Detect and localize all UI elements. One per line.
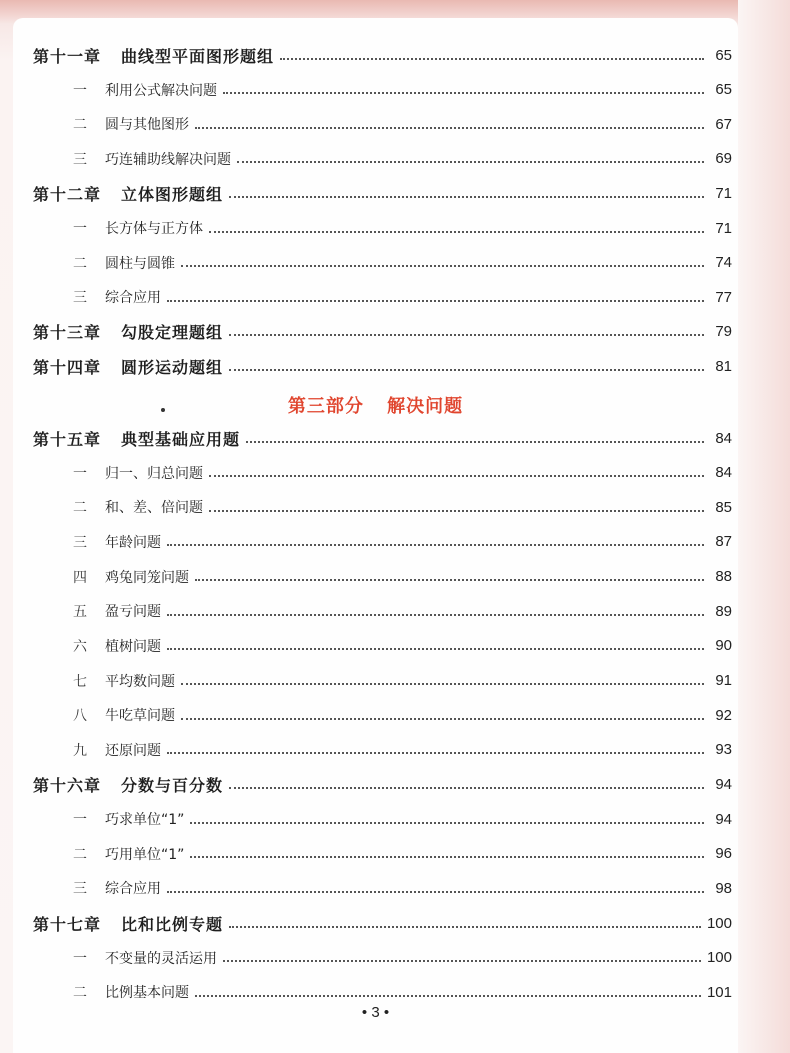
- chapter-number: 第十一章: [33, 46, 102, 66]
- dot-leader: [229, 925, 701, 928]
- toc-chapter-row[interactable]: [13, 40, 738, 70]
- section-number: 三: [73, 534, 87, 551]
- dot-leader: [237, 160, 704, 163]
- dot-leader: [209, 509, 704, 512]
- chapter-number: 第十五章: [33, 429, 102, 449]
- page-number-ref: 96: [715, 845, 732, 863]
- toc-section-row[interactable]: [13, 977, 738, 1007]
- chapter-title: 比和比例专题: [121, 914, 224, 934]
- toc-section-row[interactable]: [13, 562, 738, 592]
- section-title: 综合应用: [105, 290, 161, 307]
- dot-leader: [195, 994, 701, 997]
- section-title: 年龄问题: [105, 534, 161, 551]
- section-number: 二: [73, 846, 87, 863]
- section-number: 三: [73, 151, 87, 168]
- section-number: 一: [73, 950, 87, 967]
- section-number: 二: [73, 985, 87, 1002]
- page-number-ref: 71: [715, 219, 732, 237]
- section-title: 盈亏问题: [105, 604, 161, 621]
- page-number-ref: 94: [715, 776, 732, 793]
- toc-chapter-row[interactable]: [13, 770, 738, 800]
- section-number: 三: [73, 290, 87, 307]
- page-number-ref: 100: [706, 949, 732, 967]
- toc-section-row[interactable]: [13, 282, 738, 312]
- toc-section-row[interactable]: [13, 248, 738, 278]
- chapter-number: 第十六章: [33, 776, 102, 795]
- toc-section-row[interactable]: [13, 943, 738, 973]
- section-number: 一: [73, 221, 87, 237]
- section-title: 平均数问题: [105, 673, 175, 690]
- page-number-ref: 90: [715, 637, 732, 655]
- part-label: 第三部分: [287, 396, 364, 417]
- chapter-number: 第十七章: [33, 914, 102, 934]
- section-title: 和、差、倍问题: [105, 500, 203, 517]
- section-title: 归一、归总问题: [105, 465, 203, 482]
- page-number-ref: 81: [715, 357, 732, 375]
- chapter-title: 典型基础应用题: [121, 429, 241, 449]
- dot-leader: [167, 543, 704, 546]
- section-number: 二: [73, 117, 87, 134]
- page-number-ref: 79: [715, 323, 732, 341]
- toc-chapter-row[interactable]: [13, 351, 738, 381]
- dot-leader: [167, 299, 704, 302]
- page-number-ref: 65: [715, 46, 732, 64]
- page-number: • 3 •: [361, 1004, 390, 1021]
- chapter-number: 第十三章: [33, 323, 102, 343]
- dot-leader: [229, 368, 704, 371]
- dot-leader: [195, 126, 704, 129]
- section-number: 三: [73, 881, 87, 898]
- toc-section-row[interactable]: [13, 213, 738, 243]
- page-number-ref: 88: [715, 568, 732, 586]
- section-title: 植树问题: [105, 638, 161, 655]
- section-title: 不变量的灵活运用: [105, 950, 217, 967]
- toc-section-row[interactable]: [13, 700, 738, 730]
- page-number-ref: 94: [715, 810, 732, 828]
- dot-leader: [167, 890, 704, 893]
- chapter-title: 曲线型平面图形题组: [121, 46, 275, 66]
- chapter-title: 立体图形题组: [121, 184, 224, 204]
- toc-section-row[interactable]: [13, 631, 738, 661]
- toc-section-row[interactable]: [13, 804, 738, 834]
- page-number-ref: 101: [706, 983, 732, 1001]
- section-number: 二: [73, 255, 87, 272]
- chapter-title: 圆形运动题组: [121, 357, 224, 377]
- dot-leader: [223, 91, 704, 94]
- page-number-ref: 93: [715, 741, 732, 759]
- section-number: 六: [73, 638, 87, 655]
- toc-chapter-row[interactable]: [13, 423, 738, 453]
- page-number-ref: 74: [715, 254, 732, 272]
- dot-leader: [181, 717, 704, 720]
- page-number-ref: 67: [715, 115, 732, 133]
- dot-leader: [209, 474, 704, 477]
- dot-leader: [167, 647, 704, 650]
- toc-section-row[interactable]: [13, 873, 738, 903]
- toc-section-row[interactable]: [13, 109, 738, 139]
- page-number-ref: 98: [715, 879, 732, 897]
- page-number-ref: 84: [715, 464, 732, 482]
- section-number: 七: [73, 673, 87, 690]
- toc-section-row[interactable]: [13, 666, 738, 696]
- toc-section-row[interactable]: [13, 144, 738, 174]
- toc-chapter-row[interactable]: [13, 178, 738, 208]
- section-title: 巧求单位“1”: [105, 812, 185, 829]
- section-number: 四: [73, 569, 87, 586]
- section-title: 巧连辅助线解决问题: [105, 151, 231, 168]
- page-number-ref: 65: [715, 81, 732, 99]
- dot-leader: [190, 855, 704, 858]
- toc-section-row[interactable]: [13, 527, 738, 557]
- page-number-ref: 69: [715, 150, 732, 168]
- section-title: 圆柱与圆锥: [105, 255, 175, 272]
- section-title: 综合应用: [105, 881, 161, 898]
- page-number-ref: 89: [715, 602, 732, 620]
- section-title: 还原问题: [105, 742, 161, 759]
- dot-leader: [167, 751, 704, 754]
- section-number: 九: [73, 742, 87, 759]
- dot-leader: [181, 682, 704, 685]
- page-number-ref: 77: [715, 288, 732, 306]
- chapter-number: 第十四章: [33, 357, 102, 377]
- dot-leader: [280, 57, 704, 60]
- toc-section-row[interactable]: [13, 735, 738, 765]
- section-title: 比例基本问题: [105, 985, 189, 1002]
- dot-leader: [223, 959, 701, 962]
- chapter-title: 分数与百分数: [121, 776, 224, 795]
- section-title: 利用公式解决问题: [105, 82, 217, 99]
- section-number: 五: [73, 604, 87, 621]
- page-number-ref: 100: [706, 914, 732, 932]
- toc-page: [13, 18, 738, 1053]
- section-title: 鸡兔同笼问题: [105, 569, 189, 586]
- page-number-ref: 87: [715, 533, 732, 551]
- section-number: 八: [73, 708, 87, 725]
- dot-leader: [167, 613, 704, 616]
- section-title: 圆与其他图形: [105, 117, 189, 134]
- page-number-ref: 85: [715, 498, 732, 516]
- chapter-number: 第十二章: [33, 184, 102, 204]
- dot-leader: [229, 786, 704, 789]
- part-title: 解决问题: [387, 396, 464, 417]
- toc-chapter-row[interactable]: [13, 908, 738, 938]
- page-number-ref: 84: [715, 429, 732, 447]
- toc-section-row[interactable]: [13, 458, 738, 488]
- section-title: 巧用单位“1”: [105, 846, 185, 863]
- chapter-title: 勾股定理题组: [121, 323, 224, 343]
- page-number-ref: 92: [715, 706, 732, 724]
- section-number: 一: [73, 82, 87, 99]
- dot-leader: [195, 578, 704, 581]
- section-number: 二: [73, 500, 87, 517]
- toc-section-row[interactable]: [13, 596, 738, 626]
- toc-chapter-row[interactable]: [13, 317, 738, 347]
- section-number: 一: [73, 812, 87, 829]
- toc-section-row[interactable]: [13, 839, 738, 869]
- page-number-ref: 91: [715, 672, 732, 690]
- page-edge: [738, 0, 790, 1053]
- dot-leader: [181, 264, 704, 267]
- dot-leader: [190, 821, 704, 824]
- dot-leader: [209, 230, 704, 233]
- dot-leader: [229, 333, 704, 336]
- toc-section-row[interactable]: [13, 75, 738, 105]
- dot-leader: [246, 440, 704, 443]
- section-number: 一: [73, 465, 87, 482]
- page-number-ref: 71: [715, 184, 732, 202]
- toc-section-row[interactable]: [13, 492, 738, 522]
- part-heading: [13, 392, 738, 418]
- section-title: 牛吃草问题: [105, 708, 175, 725]
- dot-leader: [229, 195, 704, 198]
- section-title: 长方体与正方体: [105, 221, 203, 237]
